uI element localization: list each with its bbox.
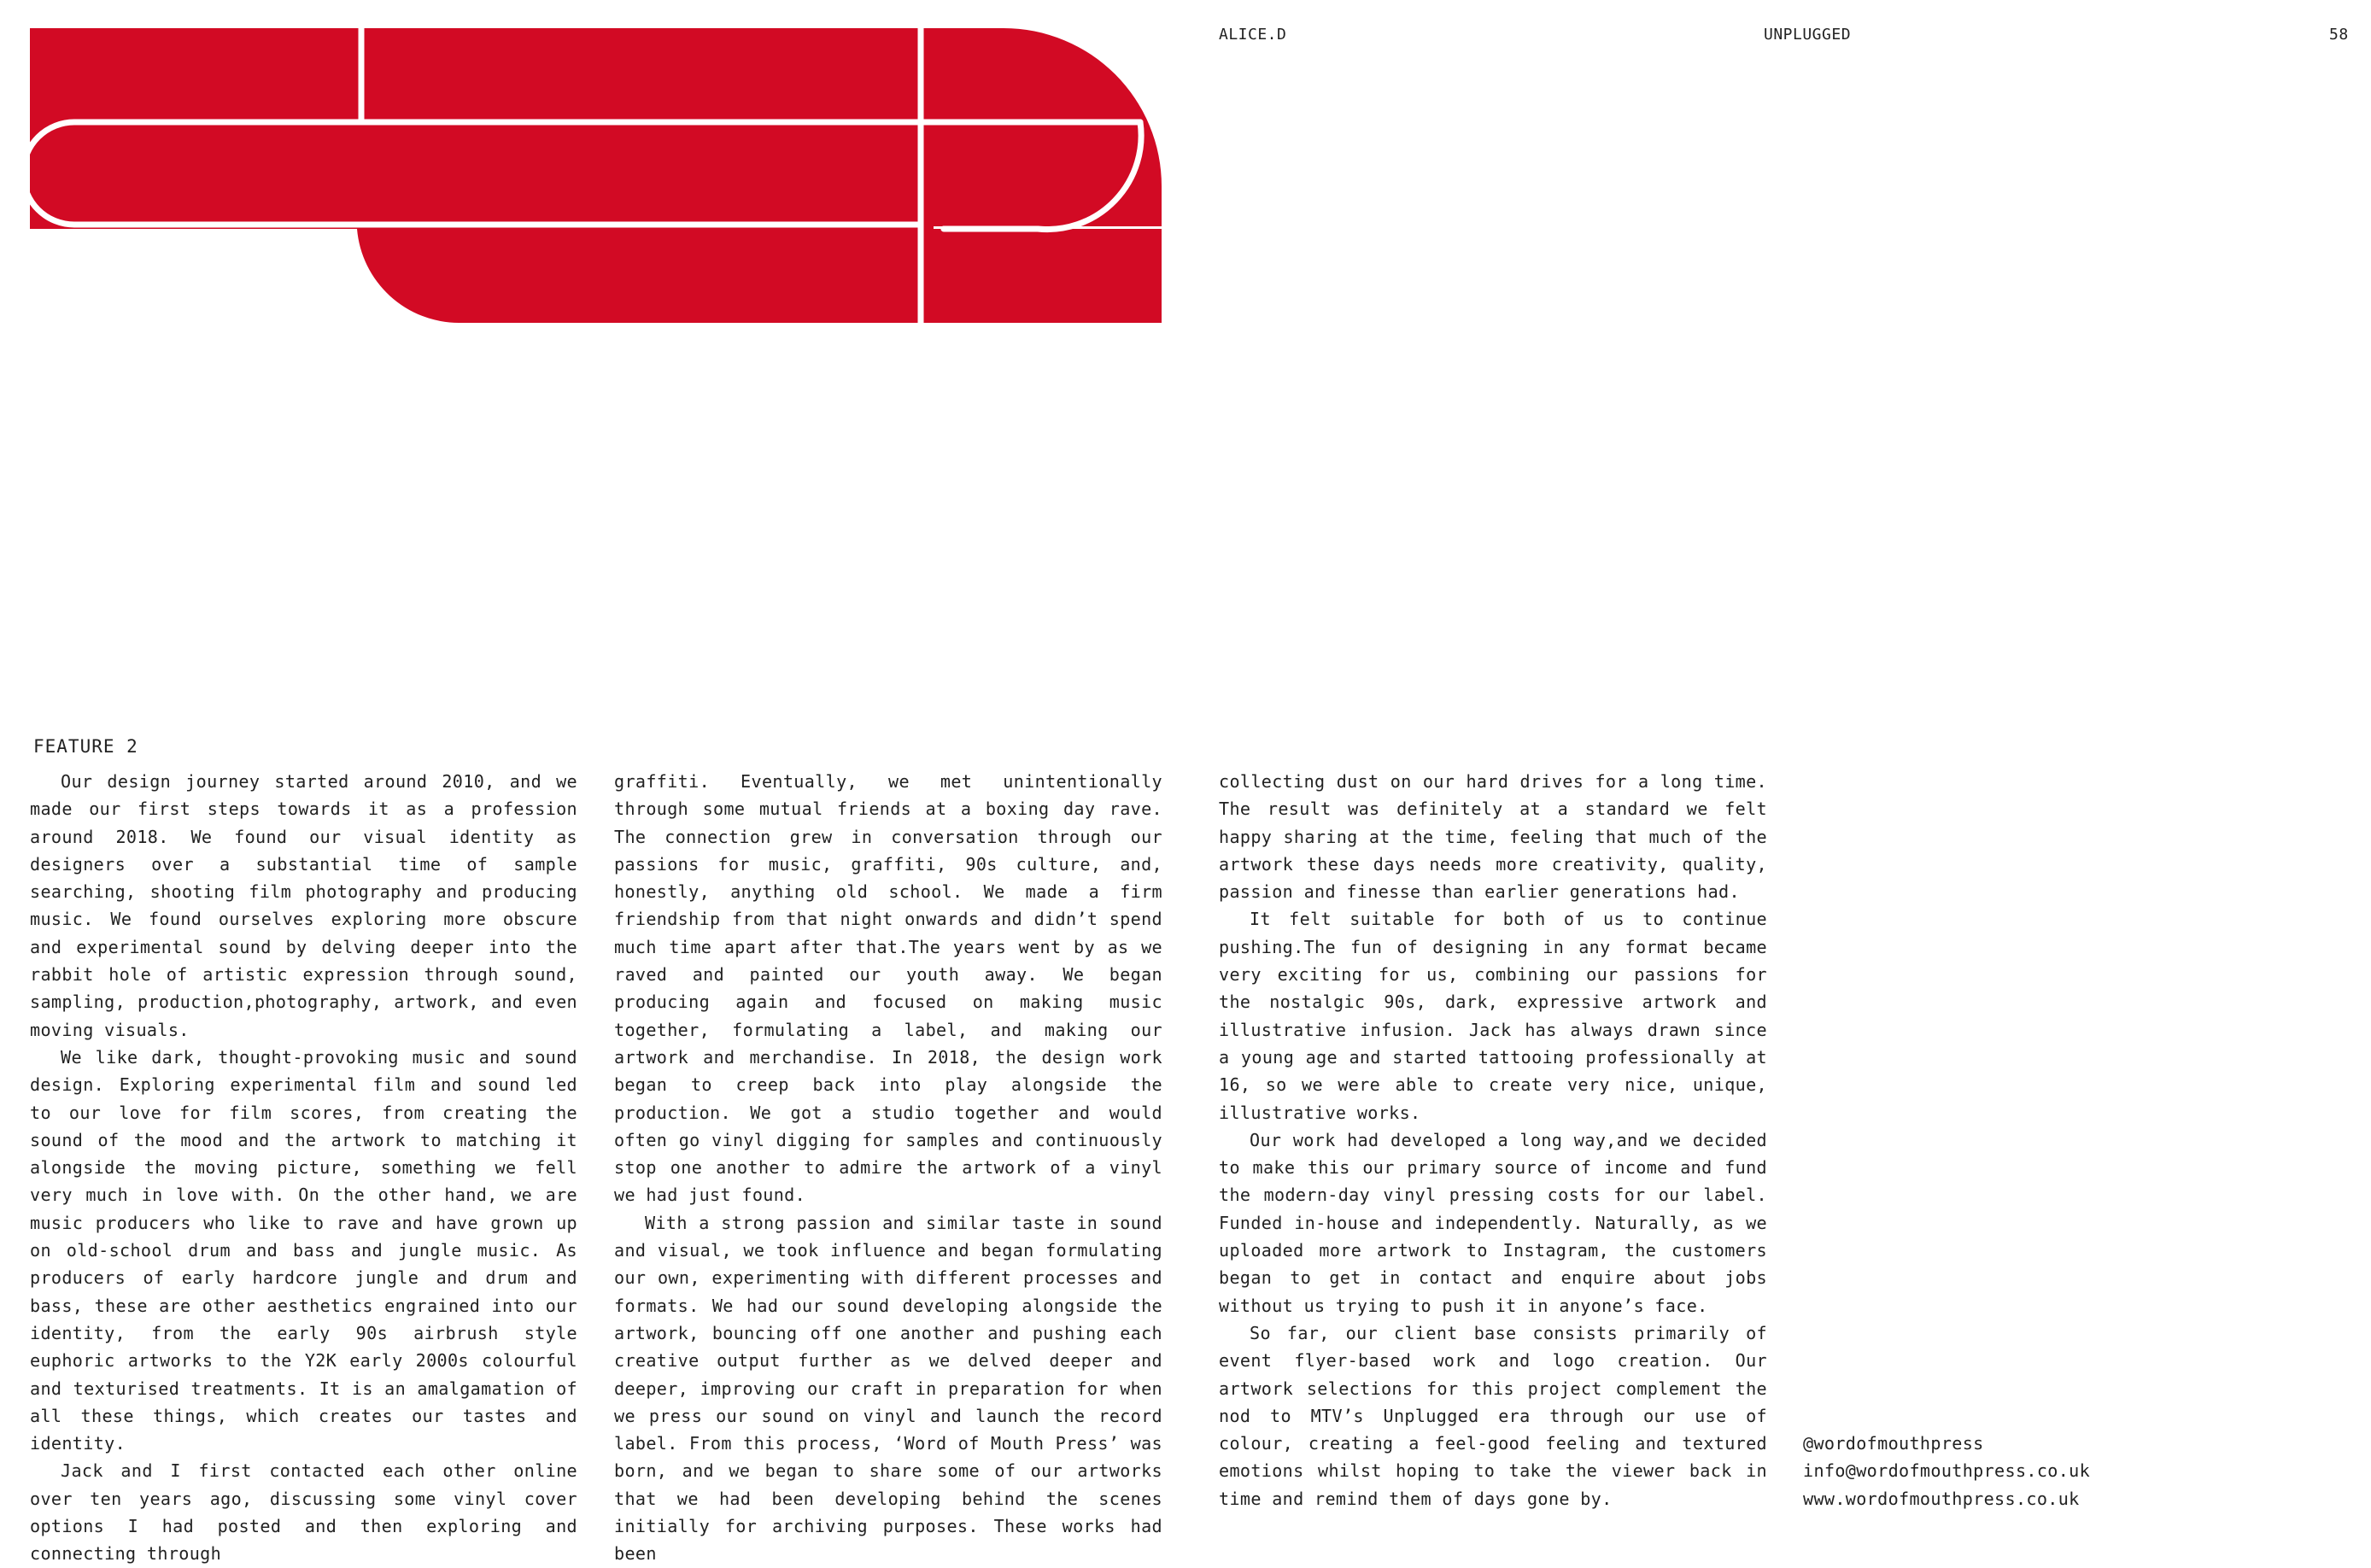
section-label: FEATURE 2 (33, 736, 138, 757)
contact-website: www.wordofmouthpress.co.uk (1803, 1488, 2080, 1509)
paragraph: Our work had developed a long way,and we decided to make this our primary source of income and fund the modern-day vinyl pressing costs for our label. Funded in-house and independently. Naturally, as we uploaded more artwork to Instagram, the customers began to get in contact and enquire about jobs without us trying to push it in anyone’s face. (1219, 1129, 1767, 1316)
instagram-handle: @wordofmouthpress (1803, 1433, 1984, 1454)
paragraph: Our design journey started around 2010, and we made our first steps towards it as a profession around 2018. We found our visual identity as designers over a substantial time of sample searching, shooting film photography and producing music. We found ourselves exploring more obscure and experimental sound by delving deeper into the rabbit hole of artistic expression through sound, sampling, production,photography, artwork, and even moving visuals. (30, 771, 577, 1040)
paragraph: So far, our client base consists primarily of event flyer-based work and logo creation. Our artwork selections for this project complement the nod to MTV’s Unplugged era through our use of colour, creating a feel-good feeling and textured emotions whilst hoping to take the viewer back in time and remind them of days gone by. (1219, 1322, 1767, 1509)
paragraph: It felt suitable for both of us to continue pushing.The fun of designing in any format became very exciting for us, combining our passions for the nostalgic 90s, dark, expressive artwork and illustrative infusion. Jack has always drawn since a young age and started tattooing professionally at 16, so we were able to create very nice, unique, illustrative works. (1219, 909, 1767, 1123)
article-column-2 (614, 768, 1162, 1568)
header-issue: UNPLUGGED (1764, 26, 1852, 44)
feature-logo (30, 28, 1162, 323)
paragraph: Jack and I first contacted each other online over ten years ago, discussing some vinyl cover options I had posted and then exploring and connecting through (30, 1460, 577, 1565)
article-column-3 (1219, 768, 1767, 1512)
paragraph: With a strong passion and similar taste in sound and visual, we took influence and began formulating our own, experimenting with different processes and formats. We had our sound developing alongside the artwork, bouncing off one another and pushing each creative output further as we delved deeper and deeper, improving our craft in preparation for when we press our sound on vinyl and launch the record label. From this process, ‘Word of Mouth Press’ was born, and we began to share some of our artworks that we had been developing behind the scenes initially for archiving purposes. These works had been (614, 1212, 1162, 1565)
paragraph: We like dark, thought-provoking music and sound design. Exploring experimental film and sound led to our love for film scores, from creating the sound of the mood and the artwork to matching it alongside the moving picture, something we fell very much in love with. On the other hand, we are music producers who like to rave and have grown up on old-school drum and bass and jungle music. As producers of early hardcore jungle and drum and bass, these are other aesthetics engrained into our identity, from the early 90s airbrush style euphoric artworks to the Y2K early 2000s colourful and texturised treatments. It is an amalgamation of all these things, which creates our tastes and identity. (30, 1046, 577, 1454)
paragraph: graffiti. Eventually, we met unintentionally through some mutual friends at a boxing day rave. The connection grew in conversation through our passions for music, graffiti, 90s culture, and, honestly, anything old school. We made a firm friendship from that night onwards and didn’t spend much time apart after that.The years went by as we raved and painted our youth away. We began producing again and focused on making music together, formulating a label, and making our artwork and merchandise. In 2018, the design work began to creep back into play alongside the production. We got a studio together and would often go vinyl digging for samples and continuously stop one another to admire the artwork of a vinyl we had just found. (614, 771, 1162, 1206)
article-column-1 (30, 768, 577, 1568)
header-author: ALICE.D (1219, 26, 1287, 44)
paragraph: collecting dust on our hard drives for a long time. The result was definitely at a standard we felt happy sharing at the time, feeling that much of the artwork these days needs more creativity, quality, passion and finesse than earlier generations had. (1219, 771, 1767, 903)
logo-bowl-fill (923, 231, 1162, 323)
contact-email: info@wordofmouthpress.co.uk (1803, 1460, 2091, 1482)
page-number: 58 (2329, 26, 2349, 44)
contact-block (1803, 1430, 2090, 1512)
